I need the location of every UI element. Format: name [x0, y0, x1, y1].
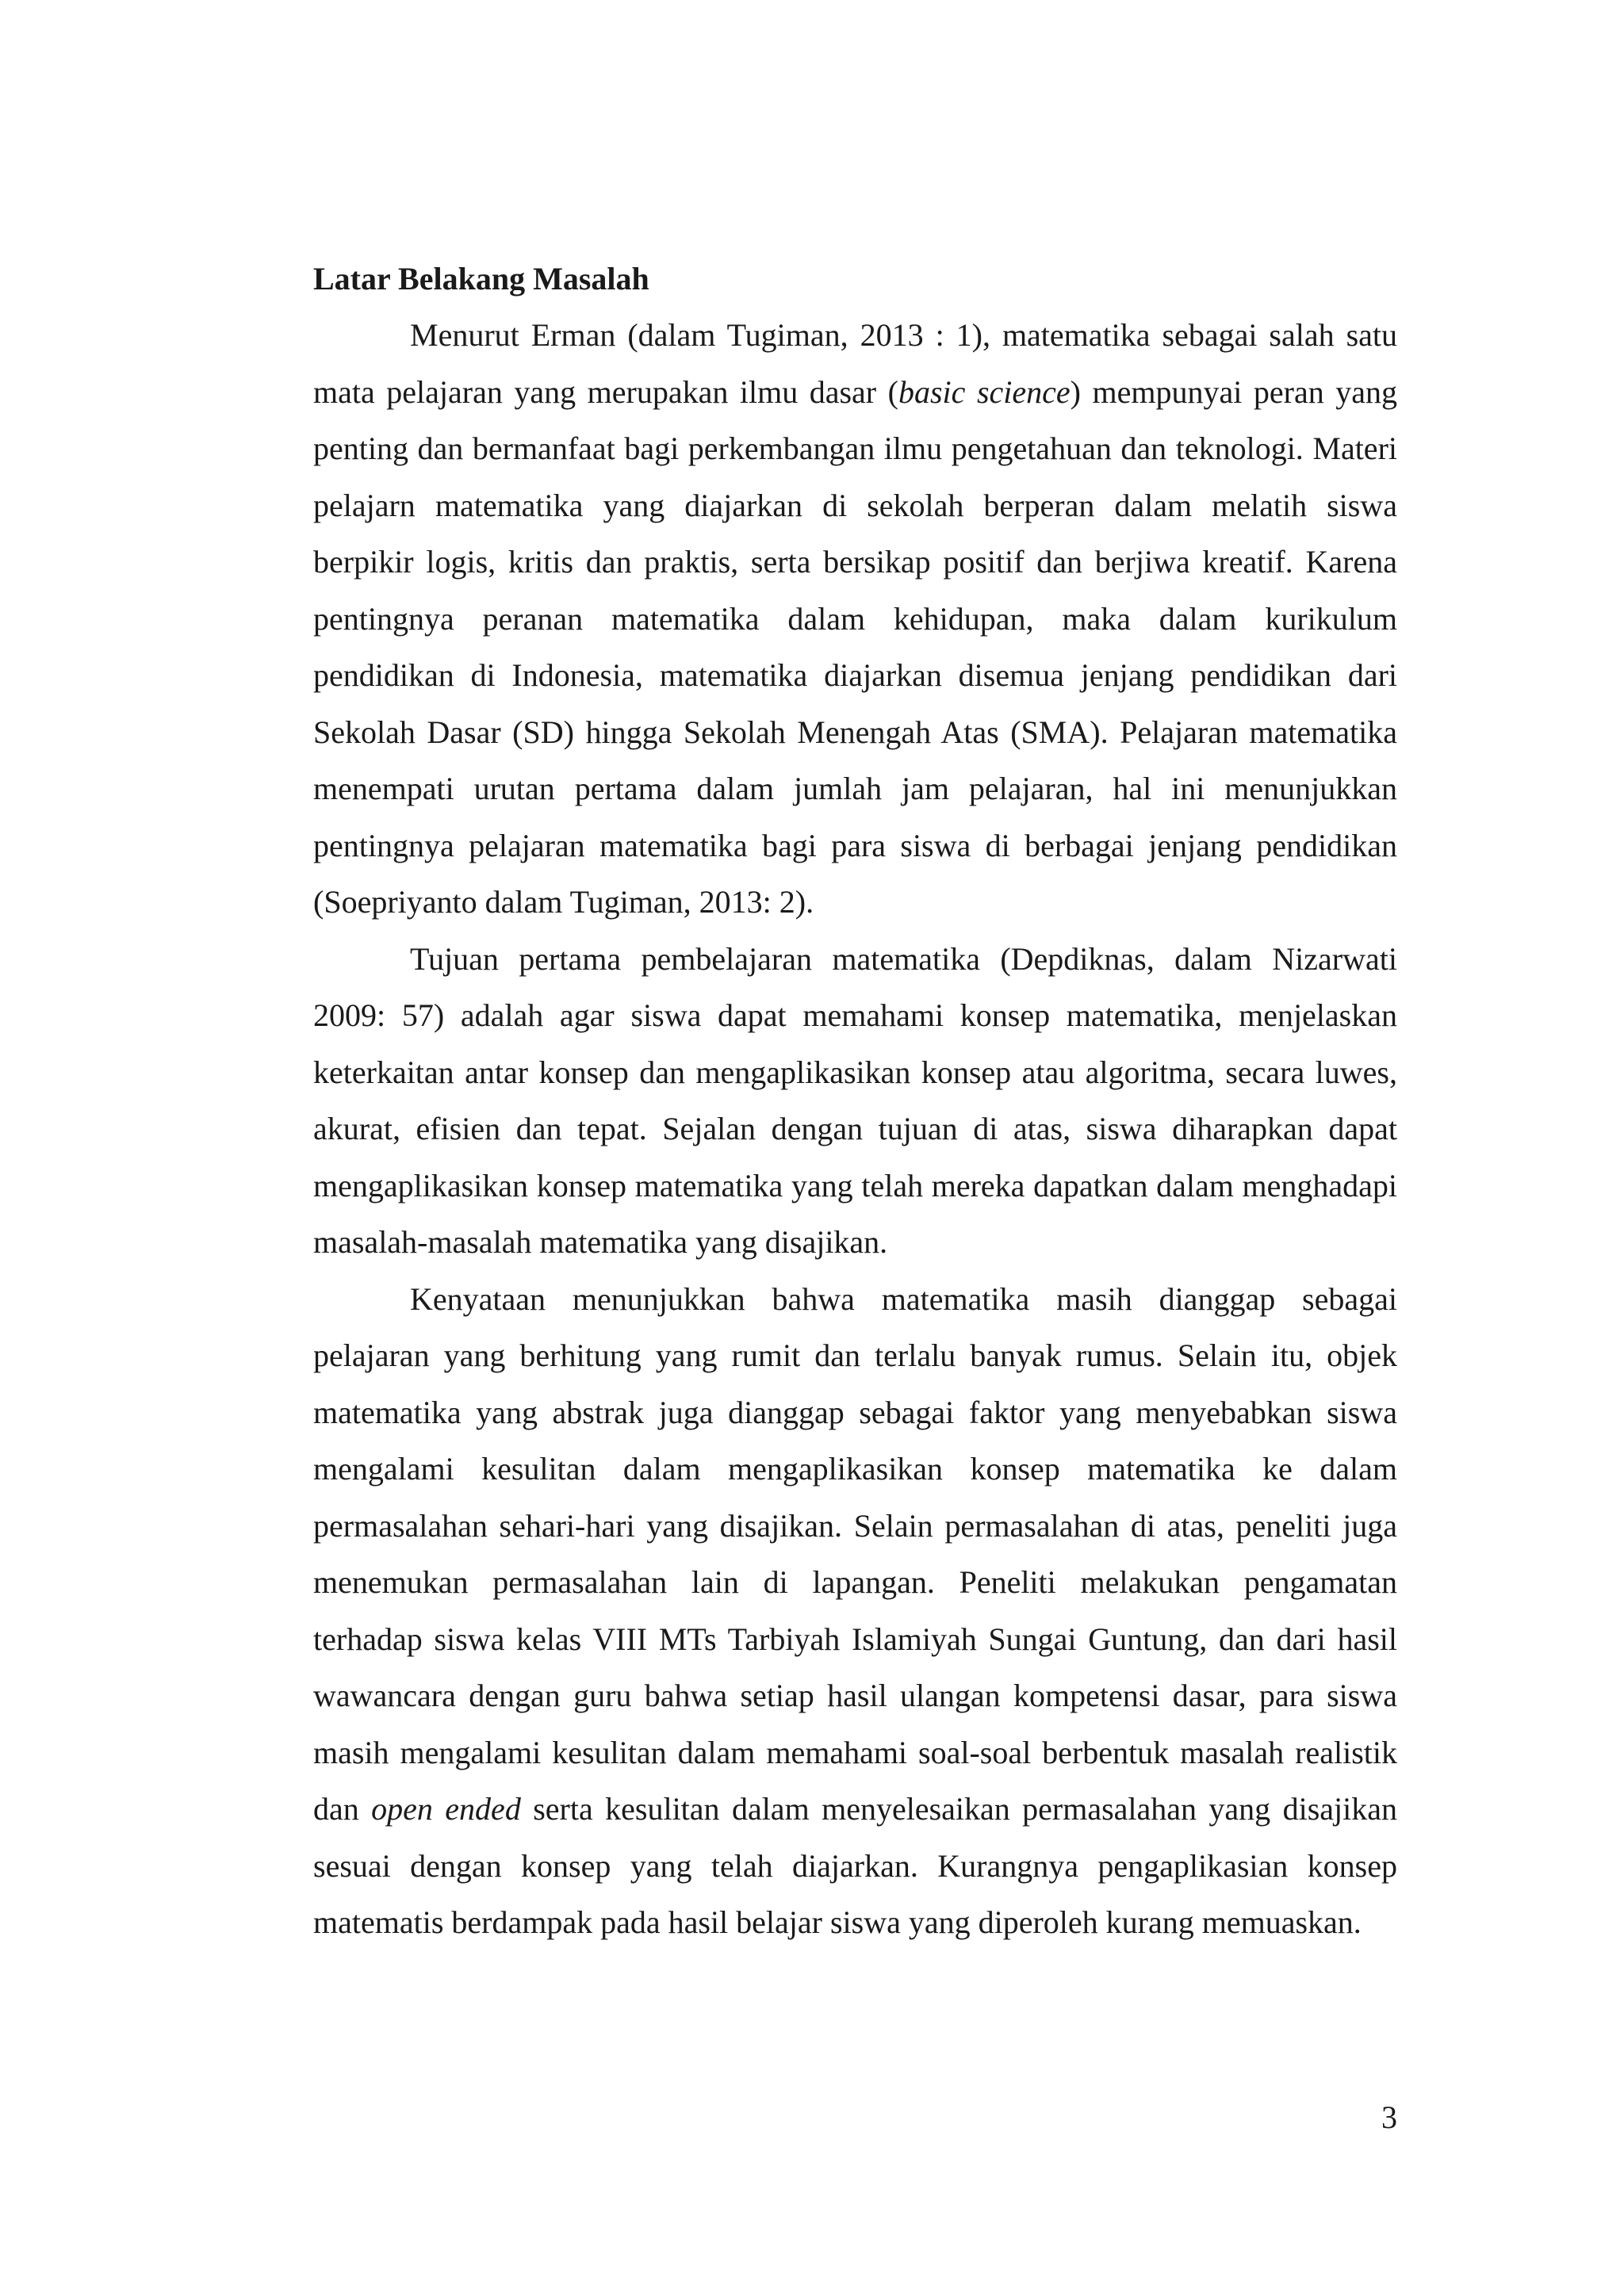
- paragraph-2-text: Tujuan pertama pembelajaran matematika (Depdiknas, dalam Nizarwati 2009: 57) adalah agar siswa dapat memahami konsep matematika, menjelaskan keterkaitan antar konsep dan mengaplikasikan konsep atau algoritma, secara luwes, akurat, efisien dan tepat. Sejalan dengan tujuan di atas, siswa diharapkan dapat mengaplikasikan konsep matematika yang telah mereka dapatkan dalam menghadapi masalah-masalah matematika yang disajikan.: [313, 940, 1397, 1260]
- paragraph-1-text-b: ) mempunyai peran yang penting dan bermanfaat bagi perkembangan ilmu pengetahuan dan teknologi. Materi pelajarn matematika yang diajarkan di sekolah berperan dalam melatih siswa berpikir logis, kritis dan praktis, serta bersikap positif dan berjiwa kreatif. Karena pentingnya peranan matematika dalam kehidupan, maka dalam kurikulum pendidikan di Indonesia, matematika diajarkan disemua jenjang pendidikan dari Sekolah Dasar (SD) hingga Sekolah Menengah Atas (SMA). Pelajaran matematika menempati urutan pertama dalam jumlah jam pelajaran, hal ini menunjukkan pentingnya pelajaran matematika bagi para siswa di berbagai jenjang pendidikan (Soepriyanto dalam Tugiman, 2013: 2).: [313, 373, 1397, 920]
- paragraph-3-text-a: Kenyataan menunjukkan bahwa matematika masih dianggap sebagai pelajaran yang berhitung yang rumit dan terlalu banyak rumus. Selain itu, objek matematika yang abstrak juga dianggap sebagai faktor yang menyebabkan siswa mengalami kesulitan dalam mengaplikasikan konsep matematika ke dalam permasalahan sehari-hari yang disajikan. Selain permasalahan di atas, peneliti juga menemukan permasalahan lain di lapangan. Peneliti melakukan pengamatan terhadap siswa kelas VIII MTs Tarbiyah Islamiyah Sungai Guntung, dan dari hasil wawancara dengan guru bahwa setiap hasil ulangan kompetensi dasar, para siswa masih mengalami kesulitan dalam memahami soal-soal berbentuk masalah realistik dan: [313, 1280, 1397, 1827]
- page-number: 3: [1381, 2099, 1397, 2135]
- paragraph-2: [313, 931, 1397, 1271]
- paragraph-3-text-b: serta kesulitan dalam menyelesaikan permasalahan yang disajikan sesuai dengan konsep yang telah diajarkan. Kurangnya pengaplikasian konsep matematis berdampak pada hasil belajar siswa yang diperoleh kurang memuaskan.: [313, 1791, 1397, 1940]
- section-heading: Latar Belakang Masalah: [313, 261, 649, 297]
- paragraph-3-italic-term: open ended: [371, 1791, 521, 1827]
- paragraph-1-italic-term: basic science: [898, 373, 1071, 410]
- body-text: [313, 251, 1397, 1951]
- paragraph-1: [313, 307, 1397, 931]
- paragraph-3: [313, 1271, 1397, 1951]
- paragraph-1-text-a: Menurut Erman (dalam Tugiman, 2013 : 1), matematika sebagai salah satu mata pelajaran yang merupakan ilmu dasar (: [313, 317, 1397, 410]
